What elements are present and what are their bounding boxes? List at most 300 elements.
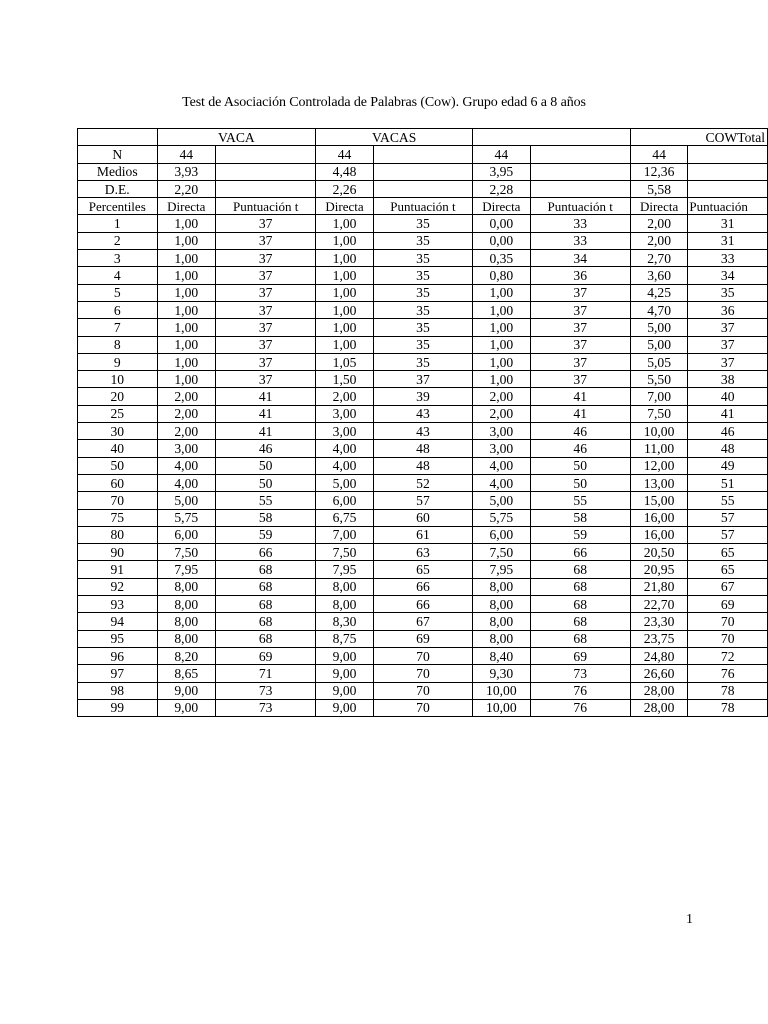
table-cell: 1,00 bbox=[316, 336, 374, 353]
table-row bbox=[78, 526, 768, 543]
table-cell: Directa bbox=[473, 198, 531, 215]
table-cell: 67 bbox=[688, 578, 768, 595]
table-cell: 8,65 bbox=[157, 665, 216, 682]
group-header-cowtotal: COWTotal bbox=[630, 129, 767, 146]
table-cell: 9,00 bbox=[316, 665, 374, 682]
table-cell: 70 bbox=[373, 665, 472, 682]
table-cell: 9,00 bbox=[157, 699, 216, 716]
table-cell: 1,00 bbox=[157, 371, 216, 388]
table-cell: 2,28 bbox=[473, 180, 531, 197]
table-cell bbox=[530, 180, 630, 197]
table-row bbox=[78, 440, 768, 457]
table-row bbox=[78, 561, 768, 578]
table-cell: 8,00 bbox=[473, 613, 531, 630]
row-label-cell: 98 bbox=[78, 682, 158, 699]
de-row bbox=[78, 180, 768, 197]
table-cell: 55 bbox=[688, 492, 768, 509]
table-cell: 46 bbox=[530, 440, 630, 457]
table-cell: 10,00 bbox=[473, 682, 531, 699]
table-cell: 35 bbox=[373, 232, 472, 249]
table-cell: 12,36 bbox=[630, 163, 688, 180]
table-row bbox=[78, 388, 768, 405]
table-cell: 0,00 bbox=[473, 232, 531, 249]
table-row bbox=[78, 353, 768, 370]
table-cell: 10,00 bbox=[473, 699, 531, 716]
table-cell: 68 bbox=[216, 630, 316, 647]
table-cell: 8,00 bbox=[157, 613, 216, 630]
table-cell: 7,50 bbox=[473, 544, 531, 561]
table-cell: 37 bbox=[530, 336, 630, 353]
table-cell: 8,75 bbox=[316, 630, 374, 647]
table-cell: 50 bbox=[530, 457, 630, 474]
table-cell bbox=[373, 180, 472, 197]
table-cell: 55 bbox=[216, 492, 316, 509]
table-cell: 76 bbox=[530, 682, 630, 699]
table-cell: 1,00 bbox=[157, 284, 216, 301]
table-cell: 2,00 bbox=[630, 232, 688, 249]
row-label-cell: N bbox=[78, 146, 158, 163]
row-label-cell: 25 bbox=[78, 405, 158, 422]
table-cell: Directa bbox=[630, 198, 688, 215]
table-cell: 1,00 bbox=[316, 215, 374, 232]
table-cell bbox=[373, 146, 472, 163]
table-cell: 69 bbox=[688, 596, 768, 613]
row-label-cell: 94 bbox=[78, 613, 158, 630]
table-cell: 66 bbox=[530, 544, 630, 561]
table-cell: 59 bbox=[216, 526, 316, 543]
table-row bbox=[78, 596, 768, 613]
table-cell: 11,00 bbox=[630, 440, 688, 457]
table-cell: 46 bbox=[530, 423, 630, 440]
table-cell: 6,00 bbox=[473, 526, 531, 543]
table-cell bbox=[216, 180, 316, 197]
table-cell: 6,00 bbox=[157, 526, 216, 543]
table-cell: 37 bbox=[216, 371, 316, 388]
table-cell: 4,00 bbox=[157, 474, 216, 491]
table-cell: 20,50 bbox=[630, 544, 688, 561]
table-cell: 43 bbox=[373, 405, 472, 422]
table-row bbox=[78, 301, 768, 318]
table-cell: 65 bbox=[688, 561, 768, 578]
table-cell: 16,00 bbox=[630, 526, 688, 543]
table-cell: 1,00 bbox=[157, 232, 216, 249]
table-cell: 37 bbox=[216, 284, 316, 301]
table-cell: 37 bbox=[530, 371, 630, 388]
table-cell: 13,00 bbox=[630, 474, 688, 491]
table-cell: 70 bbox=[688, 630, 768, 647]
table-cell: 7,95 bbox=[316, 561, 374, 578]
table-row bbox=[78, 682, 768, 699]
table-cell: 69 bbox=[216, 647, 316, 664]
table-cell: Puntuación bbox=[688, 198, 768, 215]
table-cell: 6,00 bbox=[316, 492, 374, 509]
table-cell: 12,00 bbox=[630, 457, 688, 474]
table-cell: 35 bbox=[373, 267, 472, 284]
table-cell: 4,00 bbox=[316, 457, 374, 474]
table-cell: 70 bbox=[373, 699, 472, 716]
table-cell: 1,00 bbox=[316, 319, 374, 336]
table-cell: 1,00 bbox=[473, 301, 531, 318]
table-cell: 4,48 bbox=[316, 163, 374, 180]
row-label-cell: 70 bbox=[78, 492, 158, 509]
table-cell: 59 bbox=[530, 526, 630, 543]
table-cell: 69 bbox=[373, 630, 472, 647]
table-cell: 68 bbox=[530, 561, 630, 578]
table-cell: 37 bbox=[373, 371, 472, 388]
table-cell: 65 bbox=[373, 561, 472, 578]
table-cell: 44 bbox=[473, 146, 531, 163]
table-cell: 8,00 bbox=[473, 630, 531, 647]
table-cell: 63 bbox=[373, 544, 472, 561]
table-cell: 1,00 bbox=[473, 353, 531, 370]
row-label-cell: 96 bbox=[78, 647, 158, 664]
table-cell: 2,00 bbox=[157, 405, 216, 422]
table-cell: 78 bbox=[688, 699, 768, 716]
table-cell: 28,00 bbox=[630, 682, 688, 699]
row-label-cell: Medios bbox=[78, 163, 158, 180]
table-cell: 38 bbox=[688, 371, 768, 388]
table-cell: Directa bbox=[157, 198, 216, 215]
table-cell: 66 bbox=[373, 596, 472, 613]
table-cell: 9,00 bbox=[157, 682, 216, 699]
table-cell: 1,00 bbox=[157, 250, 216, 267]
group-header-cell bbox=[473, 129, 631, 146]
table-cell: 44 bbox=[316, 146, 374, 163]
table-cell: 35 bbox=[688, 284, 768, 301]
table-cell: 1,05 bbox=[316, 353, 374, 370]
table-cell: 6,75 bbox=[316, 509, 374, 526]
column-header-row bbox=[78, 198, 768, 215]
table-cell: 5,50 bbox=[630, 371, 688, 388]
table-row bbox=[78, 232, 768, 249]
table-cell: 28,00 bbox=[630, 699, 688, 716]
row-label-cell: 7 bbox=[78, 319, 158, 336]
table-cell: 60 bbox=[373, 509, 472, 526]
table-cell: 3,00 bbox=[157, 440, 216, 457]
table-cell: 15,00 bbox=[630, 492, 688, 509]
table-cell: 1,00 bbox=[157, 267, 216, 284]
table-cell: 4,00 bbox=[473, 457, 531, 474]
table-cell: 41 bbox=[216, 405, 316, 422]
table-cell: 69 bbox=[530, 647, 630, 664]
table-cell bbox=[373, 163, 472, 180]
table-row bbox=[78, 405, 768, 422]
table-cell: 8,00 bbox=[473, 596, 531, 613]
table-cell: 2,00 bbox=[316, 388, 374, 405]
table-cell: 0,35 bbox=[473, 250, 531, 267]
table-cell: 68 bbox=[216, 596, 316, 613]
table-cell: 46 bbox=[688, 423, 768, 440]
table-cell: 37 bbox=[216, 232, 316, 249]
table-cell: 5,05 bbox=[630, 353, 688, 370]
table-cell: 4,70 bbox=[630, 301, 688, 318]
table-cell: 37 bbox=[216, 267, 316, 284]
table-cell: 9,00 bbox=[316, 699, 374, 716]
table-cell: 2,00 bbox=[630, 215, 688, 232]
table-cell: 5,00 bbox=[473, 492, 531, 509]
group-header-row bbox=[78, 129, 768, 146]
table-cell: 7,50 bbox=[316, 544, 374, 561]
table-cell: 68 bbox=[216, 613, 316, 630]
table-cell bbox=[530, 163, 630, 180]
table-row bbox=[78, 630, 768, 647]
table-cell: 5,75 bbox=[473, 509, 531, 526]
table-cell bbox=[688, 180, 768, 197]
table-cell: 37 bbox=[688, 319, 768, 336]
table-cell: 4,00 bbox=[157, 457, 216, 474]
table-cell: 36 bbox=[530, 267, 630, 284]
table-cell: 46 bbox=[216, 440, 316, 457]
table-cell: 7,95 bbox=[473, 561, 531, 578]
table-cell: 68 bbox=[530, 596, 630, 613]
row-label-cell: 60 bbox=[78, 474, 158, 491]
table-cell: 68 bbox=[530, 613, 630, 630]
table-cell: 5,00 bbox=[316, 474, 374, 491]
row-label-cell: Percentiles bbox=[78, 198, 158, 215]
table-cell: 9,30 bbox=[473, 665, 531, 682]
row-label-cell: 20 bbox=[78, 388, 158, 405]
table-cell: 37 bbox=[216, 301, 316, 318]
table-cell: 37 bbox=[688, 336, 768, 353]
table-row bbox=[78, 544, 768, 561]
table-cell: 1,00 bbox=[157, 301, 216, 318]
table-cell: 16,00 bbox=[630, 509, 688, 526]
row-label-cell: 2 bbox=[78, 232, 158, 249]
table-row bbox=[78, 319, 768, 336]
table-cell: 66 bbox=[373, 578, 472, 595]
table-cell: 1,00 bbox=[157, 336, 216, 353]
table-cell: Puntuación t bbox=[373, 198, 472, 215]
table-cell: 57 bbox=[688, 526, 768, 543]
table-cell: 70 bbox=[373, 647, 472, 664]
table-cell: 20,95 bbox=[630, 561, 688, 578]
table-cell: 8,00 bbox=[157, 578, 216, 595]
table-cell: 22,70 bbox=[630, 596, 688, 613]
table-cell: 50 bbox=[216, 457, 316, 474]
table-cell: 37 bbox=[216, 215, 316, 232]
group-header-vaca: VACA bbox=[157, 129, 316, 146]
medios-row bbox=[78, 163, 768, 180]
table-cell: 31 bbox=[688, 232, 768, 249]
row-label-cell: 92 bbox=[78, 578, 158, 595]
table-cell: 3,00 bbox=[473, 440, 531, 457]
table-cell: 9,00 bbox=[316, 647, 374, 664]
table-cell: 7,50 bbox=[630, 405, 688, 422]
n-row bbox=[78, 146, 768, 163]
table-cell: 34 bbox=[530, 250, 630, 267]
row-label-cell: 75 bbox=[78, 509, 158, 526]
table-cell: 26,60 bbox=[630, 665, 688, 682]
row-label-cell: 5 bbox=[78, 284, 158, 301]
table-row bbox=[78, 474, 768, 491]
table-cell bbox=[216, 163, 316, 180]
table-cell: 34 bbox=[688, 267, 768, 284]
table-cell bbox=[688, 146, 768, 163]
table-cell: 61 bbox=[373, 526, 472, 543]
table-cell: 35 bbox=[373, 250, 472, 267]
row-label-cell: 95 bbox=[78, 630, 158, 647]
table-cell: 41 bbox=[530, 405, 630, 422]
table-cell: 1,00 bbox=[316, 284, 374, 301]
table-cell: 8,00 bbox=[316, 596, 374, 613]
table-cell: 1,00 bbox=[473, 319, 531, 336]
page-title: Test de Asociación Controlada de Palabras (Cow). Grupo edad 6 a 8 años bbox=[182, 95, 586, 110]
table-cell: 37 bbox=[216, 250, 316, 267]
table-cell: 8,30 bbox=[316, 613, 374, 630]
row-label-cell: 91 bbox=[78, 561, 158, 578]
table-cell: 33 bbox=[530, 232, 630, 249]
table-cell: 7,50 bbox=[157, 544, 216, 561]
table-cell: 5,00 bbox=[630, 319, 688, 336]
table-cell: 2,26 bbox=[316, 180, 374, 197]
table-cell: 8,00 bbox=[157, 630, 216, 647]
table-cell: 41 bbox=[530, 388, 630, 405]
table-cell: Puntuación t bbox=[216, 198, 316, 215]
table-cell: 4,00 bbox=[473, 474, 531, 491]
table-cell: 57 bbox=[373, 492, 472, 509]
table-cell: Puntuación t bbox=[530, 198, 630, 215]
table-cell: 51 bbox=[688, 474, 768, 491]
table-cell: 5,00 bbox=[630, 336, 688, 353]
table-cell: 3,00 bbox=[316, 405, 374, 422]
table-cell: 35 bbox=[373, 353, 472, 370]
table-cell: 73 bbox=[530, 665, 630, 682]
table-cell: 3,93 bbox=[157, 163, 216, 180]
table-row bbox=[78, 336, 768, 353]
table-cell: 37 bbox=[530, 319, 630, 336]
table-cell: 58 bbox=[530, 509, 630, 526]
row-label-cell: 6 bbox=[78, 301, 158, 318]
table-cell: 48 bbox=[373, 457, 472, 474]
table-cell: 1,00 bbox=[316, 232, 374, 249]
table-cell: 48 bbox=[373, 440, 472, 457]
table-cell: 1,50 bbox=[316, 371, 374, 388]
table-cell: 3,00 bbox=[316, 423, 374, 440]
table-cell: 68 bbox=[530, 630, 630, 647]
table-cell: 35 bbox=[373, 215, 472, 232]
table-cell: 2,00 bbox=[473, 405, 531, 422]
table-cell: Directa bbox=[316, 198, 374, 215]
table-cell: 70 bbox=[688, 613, 768, 630]
table-cell: 37 bbox=[530, 301, 630, 318]
table-row bbox=[78, 578, 768, 595]
table-cell: 44 bbox=[630, 146, 688, 163]
table-cell: 24,80 bbox=[630, 647, 688, 664]
table-cell: 2,20 bbox=[157, 180, 216, 197]
table-cell: 2,00 bbox=[157, 423, 216, 440]
table-cell: 68 bbox=[216, 561, 316, 578]
table-cell: 7,00 bbox=[630, 388, 688, 405]
row-label-cell: D.E. bbox=[78, 180, 158, 197]
table-cell: 76 bbox=[530, 699, 630, 716]
table-row bbox=[78, 613, 768, 630]
table-cell: 37 bbox=[216, 319, 316, 336]
group-header-cell bbox=[78, 129, 158, 146]
table-cell: 57 bbox=[688, 509, 768, 526]
table-cell bbox=[688, 163, 768, 180]
group-header-vacas: VACAS bbox=[316, 129, 473, 146]
table-cell: 33 bbox=[530, 215, 630, 232]
table-cell: 40 bbox=[688, 388, 768, 405]
row-label-cell: 80 bbox=[78, 526, 158, 543]
table-cell: 1,00 bbox=[316, 250, 374, 267]
table-cell: 0,00 bbox=[473, 215, 531, 232]
table-cell: 1,00 bbox=[316, 301, 374, 318]
table-row bbox=[78, 492, 768, 509]
table-cell: 68 bbox=[530, 578, 630, 595]
table-cell: 37 bbox=[530, 353, 630, 370]
table-cell: 41 bbox=[688, 405, 768, 422]
table-row bbox=[78, 509, 768, 526]
table-row bbox=[78, 699, 768, 716]
table-cell: 8,20 bbox=[157, 647, 216, 664]
table-cell: 44 bbox=[157, 146, 216, 163]
row-label-cell: 10 bbox=[78, 371, 158, 388]
table-cell: 58 bbox=[216, 509, 316, 526]
table-cell: 76 bbox=[688, 665, 768, 682]
table-cell: 1,00 bbox=[473, 284, 531, 301]
table-cell: 3,60 bbox=[630, 267, 688, 284]
table-cell: 55 bbox=[530, 492, 630, 509]
row-label-cell: 8 bbox=[78, 336, 158, 353]
table-cell: 67 bbox=[373, 613, 472, 630]
table-cell: 8,00 bbox=[473, 578, 531, 595]
table-cell: 41 bbox=[216, 423, 316, 440]
table-cell bbox=[530, 146, 630, 163]
table-cell: 48 bbox=[688, 440, 768, 457]
table-cell: 41 bbox=[216, 388, 316, 405]
table-cell: 23,75 bbox=[630, 630, 688, 647]
table-row bbox=[78, 284, 768, 301]
table-row bbox=[78, 665, 768, 682]
table-cell: 39 bbox=[373, 388, 472, 405]
table-cell: 2,00 bbox=[473, 388, 531, 405]
row-label-cell: 93 bbox=[78, 596, 158, 613]
table-row bbox=[78, 250, 768, 267]
table-cell: 8,00 bbox=[157, 596, 216, 613]
table-cell: 5,75 bbox=[157, 509, 216, 526]
row-label-cell: 9 bbox=[78, 353, 158, 370]
table-cell: 73 bbox=[216, 699, 316, 716]
row-label-cell: 90 bbox=[78, 544, 158, 561]
table-cell: 49 bbox=[688, 457, 768, 474]
table-cell: 0,80 bbox=[473, 267, 531, 284]
table-cell: 9,00 bbox=[316, 682, 374, 699]
table-cell: 4,25 bbox=[630, 284, 688, 301]
table-cell: 3,00 bbox=[473, 423, 531, 440]
row-label-cell: 4 bbox=[78, 267, 158, 284]
row-label-cell: 30 bbox=[78, 423, 158, 440]
table-cell: 4,00 bbox=[316, 440, 374, 457]
table-cell: 35 bbox=[373, 301, 472, 318]
table-cell: 68 bbox=[216, 578, 316, 595]
table-cell: 37 bbox=[216, 353, 316, 370]
table-cell: 43 bbox=[373, 423, 472, 440]
table-cell: 35 bbox=[373, 319, 472, 336]
row-label-cell: 97 bbox=[78, 665, 158, 682]
table-cell: 5,58 bbox=[630, 180, 688, 197]
table-cell: 37 bbox=[688, 353, 768, 370]
table-cell: 7,00 bbox=[316, 526, 374, 543]
table-row bbox=[78, 371, 768, 388]
table-cell: 1,00 bbox=[157, 319, 216, 336]
table-cell: 1,00 bbox=[316, 267, 374, 284]
table-row bbox=[78, 267, 768, 284]
table-cell: 31 bbox=[688, 215, 768, 232]
table-cell bbox=[216, 146, 316, 163]
table-cell: 1,00 bbox=[473, 371, 531, 388]
table-cell: 5,00 bbox=[157, 492, 216, 509]
